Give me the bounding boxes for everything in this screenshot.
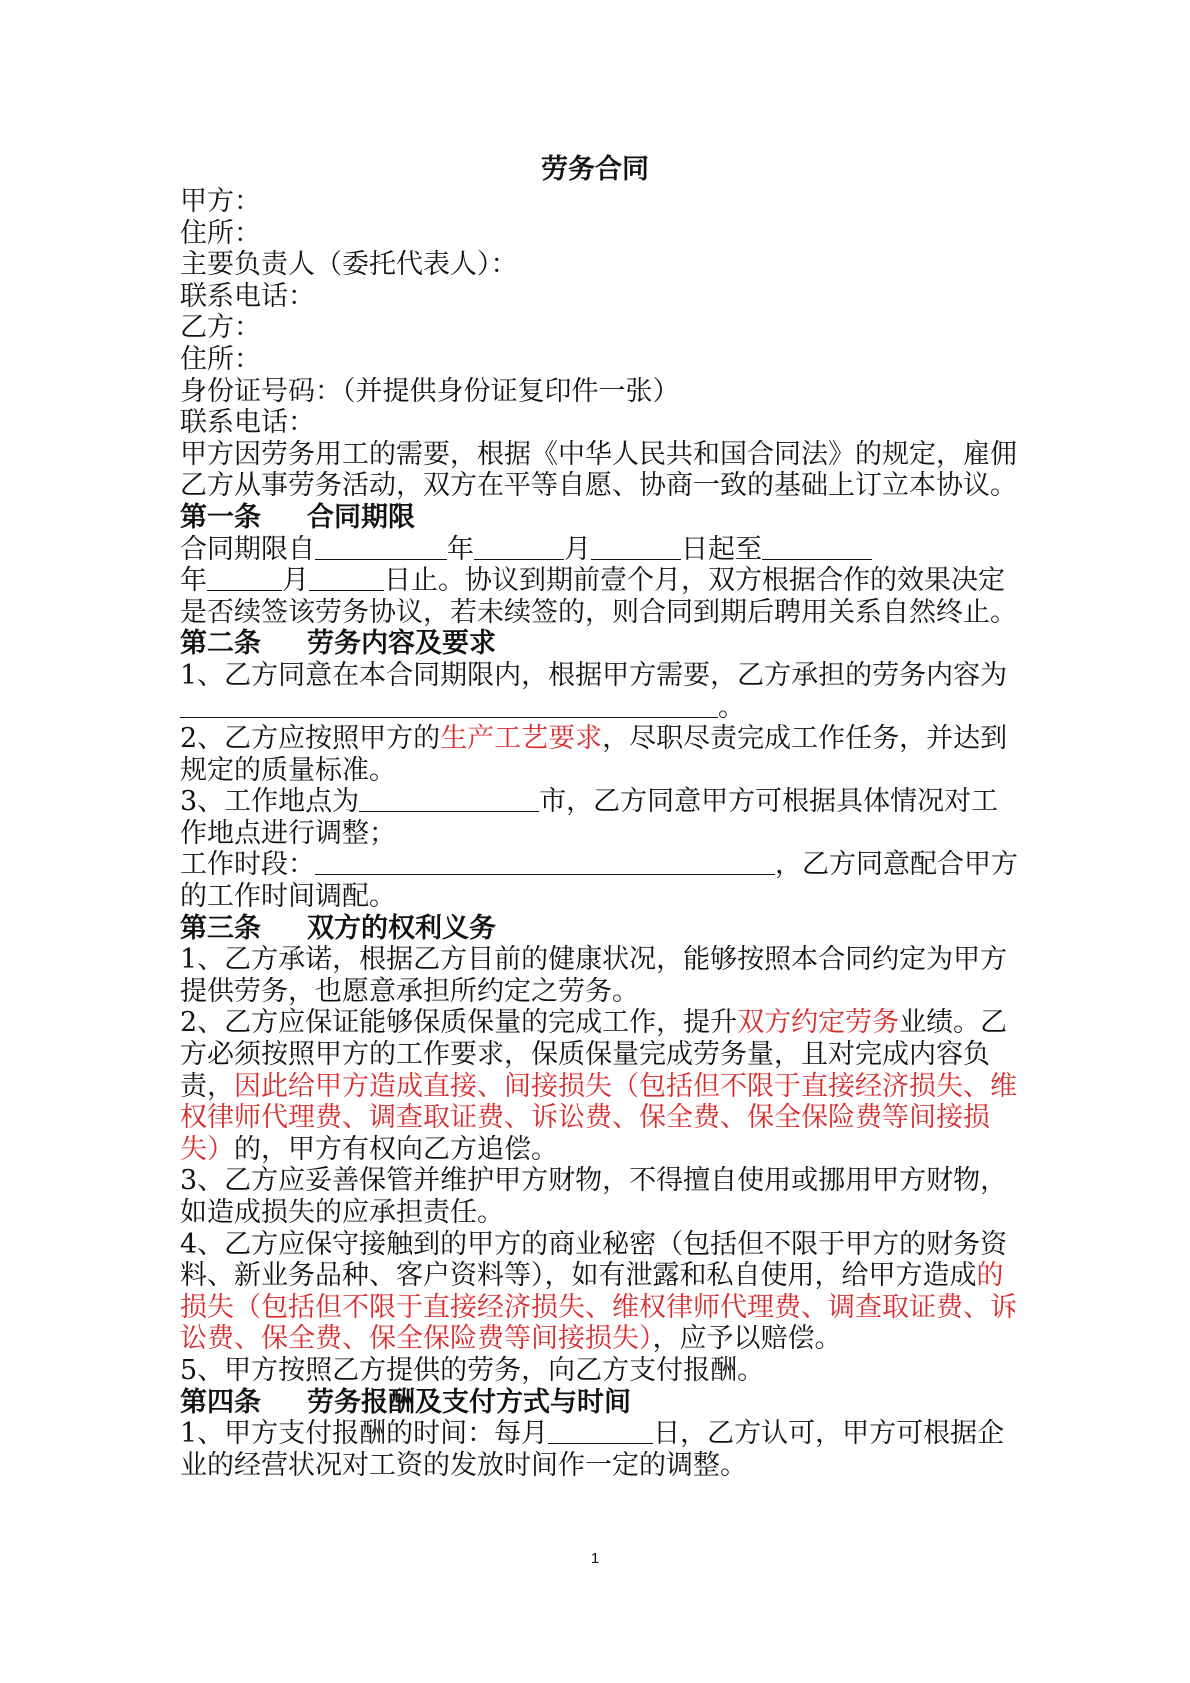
highlighted-text: 的损失（包括但不限于直接经济损失、维权律师代理费、调查取证费、诉讼费、保全费、保全保险费等间接损失） <box>180 1260 1017 1355</box>
clause-text: ，应予以赔偿。 <box>652 1323 842 1355</box>
article-4-heading <box>180 1387 1025 1419</box>
clause-text: 。 <box>718 691 745 723</box>
article-2-clause-1 <box>180 660 1025 723</box>
preamble: 甲方因劳务用工的需要，根据《中华人民共和国合同法》的规定，雇佣乙方从事劳务活动，双方在平等自愿、协商一致的基础上订立本协议。 <box>180 438 1017 502</box>
clause-text: 市，乙方同意甲方可根据具体情况对工作地点进行调整； <box>180 786 999 849</box>
article-title: 劳务内容及要求 <box>307 628 496 660</box>
clause-text: 的，甲方有权向乙方追偿。 <box>234 1133 558 1165</box>
highlighted-text: 因此给甲方造成直接、间接损失（包括但不限于直接经济损失、维权律师代理费、调查取证费、诉讼费、保全费、保全保险费等间接损失） <box>180 1070 1017 1165</box>
clause-text: 月 <box>282 565 309 597</box>
article-2-clause-3 <box>180 786 1025 849</box>
article-title: 合同期限 <box>307 501 415 533</box>
blank-line <box>474 535 564 560</box>
article-number: 第三条 <box>180 912 261 944</box>
article-2-clause-2 <box>180 723 1025 786</box>
clause-text: 日止。协议到期前壹个月，双方根据合作的效果决定是否续签该劳务协议，若未续签的，则合同到期后聘用关系自然终止。 <box>180 565 1017 628</box>
party-a-name: 甲方： <box>180 186 261 217</box>
clause-text: 3、工作地点为 <box>180 786 360 818</box>
highlighted-text: 双方约定劳务 <box>737 1007 900 1039</box>
blank-line <box>207 566 282 591</box>
clause-text: 1、乙方同意在本合同期限内，根据甲方需要，乙方承担的劳务内容为 <box>180 659 1008 691</box>
party-a-representative: 主要负责人（委托代表人）： <box>180 249 518 281</box>
clause-text: 1、甲方支付报酬的时间：每月 <box>180 1418 549 1450</box>
article-title: 劳务报酬及支付方式与时间 <box>307 1386 631 1418</box>
party-a-phone: 联系电话： <box>180 280 315 312</box>
blank-line <box>762 535 872 560</box>
page-number: 1 <box>590 1550 600 1567</box>
document-title: 劳务合同 <box>541 154 649 185</box>
article-title: 双方的权利义务 <box>307 912 496 944</box>
article-3-heading <box>180 913 1025 945</box>
clause-text: 工作时段： <box>180 849 315 881</box>
blank-line <box>315 850 775 875</box>
clause-text: 月 <box>564 533 591 565</box>
clause-text: 业绩。乙方必须按照甲方的工作要求，保质保量完成劳务量，且对完成内容负责， <box>180 1007 1008 1102</box>
article-number: 第二条 <box>180 628 261 660</box>
clause-text: 合同期限自 <box>180 533 315 565</box>
article-1-heading <box>180 502 1025 534</box>
party-b-phone: 联系电话： <box>180 407 315 439</box>
article-4-clause-1 <box>180 1418 1025 1481</box>
party-b-address: 住所： <box>180 343 261 375</box>
blank-line <box>359 787 539 812</box>
blank-line <box>309 566 384 591</box>
clause-text: ，乙方同意配合甲方的工作时间调配。 <box>180 849 1018 913</box>
blank-line <box>315 535 447 560</box>
article-number: 第一条 <box>180 501 261 533</box>
clause-text: ，尽职尽责完成工作任务，并达到规定的质量标准。 <box>180 723 1008 786</box>
clause-text: 年 <box>180 565 207 597</box>
article-number: 第四条 <box>180 1386 261 1418</box>
blank-line <box>548 1419 653 1444</box>
clause-text: 日，乙方认可，甲方可根据企业的经营状况对工资的发放时间作一定的调整。 <box>180 1418 1005 1481</box>
article-3-clause-1: 1、乙方承诺，根据乙方目前的健康状况，能够按照本合同约定为甲方提供劳务，也愿意承担所约定之劳务。 <box>180 944 1008 1007</box>
clause-text: 4、乙方应保守接触到的甲方的商业秘密（包括但不限于甲方的财务资料、新业务品种、客户资料等），如有泄露和私自使用，给甲方造成 <box>180 1228 1008 1292</box>
blank-line <box>591 535 681 560</box>
clause-text: 2、乙方应保证能够保质保量的完成工作，提升 <box>180 1007 738 1039</box>
party-a-address: 住所： <box>180 217 261 249</box>
clause-text: 日起至 <box>681 533 762 565</box>
party-b-name: 乙方： <box>180 312 261 344</box>
article-3-clause-4 <box>180 1229 1025 1355</box>
document-body <box>180 186 1025 1481</box>
article-2-heading <box>180 628 1025 660</box>
article-3-clause-2 <box>180 1007 1025 1165</box>
article-2-work-hours <box>180 849 1025 912</box>
article-1-clause <box>180 534 1025 629</box>
clause-text: 年 <box>447 533 474 565</box>
blank-line <box>180 693 718 718</box>
highlighted-text: 生产工艺要求 <box>440 723 603 755</box>
article-3-clause-5: 5、甲方按照乙方提供的劳务，向乙方支付报酬。 <box>180 1354 765 1386</box>
article-3-clause-3: 3、乙方应妥善保管并维护甲方财物，不得擅自使用或挪用甲方财物，如造成损失的应承担责任。 <box>180 1165 1008 1228</box>
clause-text: 2、乙方应按照甲方的 <box>180 723 441 755</box>
party-b-id: 身份证号码：（并提供身份证复印件一张） <box>180 375 680 407</box>
